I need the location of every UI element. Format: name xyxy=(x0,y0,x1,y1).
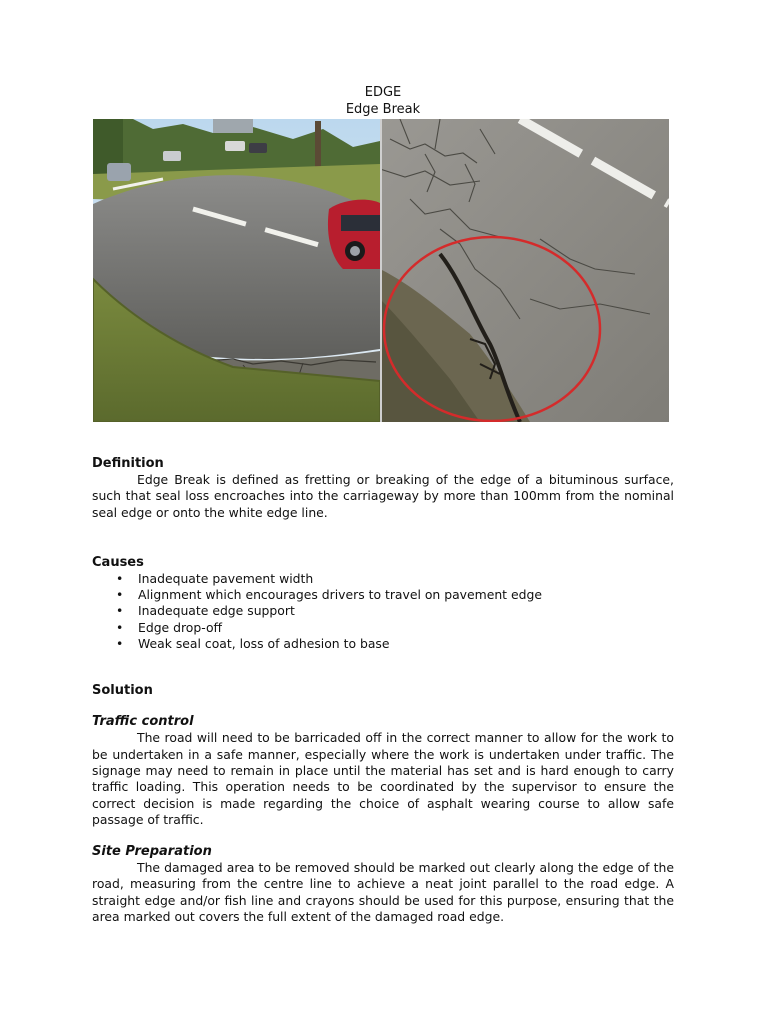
photo-strip xyxy=(92,119,674,422)
list-item: • Alignment which encourages drivers to travel on pavement edge xyxy=(116,587,542,603)
edge-break-closeup-photo xyxy=(380,119,669,422)
traffic-control-text: The road will need to be barricaded off in the correct manner to allow for the work to be undertaken in a safe manner, especially where the work is undertaken under traffic. The signage may need to remain in place until the material has set and is hard enough to carry traffic loading. This operation needs to be coordinated by the supervisor to ensure the correct decision is made regarding the choice of asphalt wearing course to allow safe passage of traffic. xyxy=(92,730,674,827)
causes-section xyxy=(92,554,674,652)
definition-text: Edge Break is defined as fretting or breaking of the edge of a bituminous surface, such that seal loss encroaches into the carriageway by more than 100mm from the nominal seal edge or onto the white edge line. xyxy=(92,472,674,520)
list-item: • Inadequate edge support xyxy=(116,603,295,619)
site-preparation-heading: Site Preparation xyxy=(92,844,212,860)
site-preparation-text: The damaged area to be removed should be marked out clearly along the edge of the road, measuring from the centre line to achieve a neat joint parallel to the road edge. A straight edge and/or fish line and crayons should be used for this purpose, ensuring that the area marked out covers the full extent of the damaged road edge. xyxy=(92,860,674,925)
document-page xyxy=(92,84,674,925)
list-item: • Weak seal coat, loss of adhesion to base xyxy=(116,636,390,652)
solution-heading: Solution xyxy=(92,683,153,699)
bullet-icon: • xyxy=(116,570,124,586)
causes-heading: Causes xyxy=(92,554,144,570)
list-item: • Inadequate pavement width xyxy=(116,570,314,586)
bullet-icon: • xyxy=(116,603,124,619)
document-title: EDGE xyxy=(364,85,402,100)
document-subtitle: Edge Break xyxy=(345,102,421,117)
bullet-icon: • xyxy=(116,619,124,635)
road-scene-photo xyxy=(93,119,380,422)
bullet-icon: • xyxy=(116,636,124,652)
definition-section xyxy=(92,455,674,521)
causes-list xyxy=(92,571,674,652)
traffic-control-heading: Traffic control xyxy=(92,714,194,730)
definition-heading: Definition xyxy=(92,456,164,471)
bullet-icon: • xyxy=(116,587,124,603)
solution-section xyxy=(92,682,674,925)
list-item: • Edge drop-off xyxy=(116,619,223,635)
